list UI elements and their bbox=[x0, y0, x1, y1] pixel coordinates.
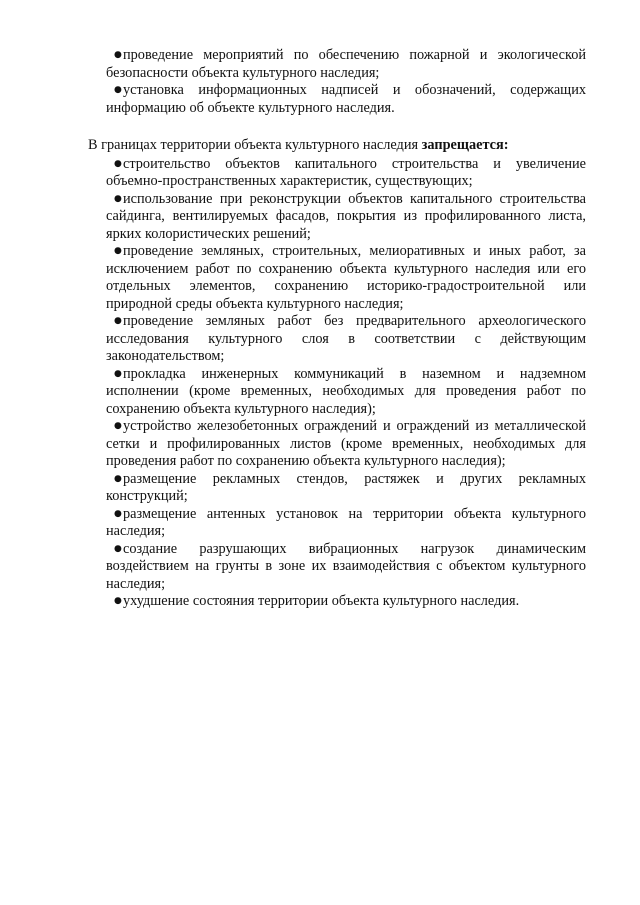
bullet-icon: ● bbox=[114, 543, 122, 554]
list-item-text: создание разрушающих вибрационных нагрузок динамическим воздействием на грунты в зоне их взаимодействия с объектом культурного наследия; bbox=[106, 540, 586, 592]
prohibited-section bbox=[88, 137, 586, 611]
bullet-icon: ● bbox=[114, 421, 122, 431]
list-item-text: установка информационных надписей и обозначений, содержащих информацию об объекте культурного наследия. bbox=[106, 82, 586, 116]
bullet-icon: ● bbox=[114, 246, 122, 256]
list-item bbox=[106, 313, 586, 366]
list-item-text: размещение антенных установок на территории объекта культурного наследия; bbox=[106, 505, 586, 539]
bullet-icon: ● bbox=[114, 85, 122, 95]
list-item bbox=[106, 82, 586, 117]
prohibited-intro bbox=[88, 137, 586, 155]
list-item-text: использование при реконструкции объектов капитального строительства сайдинга, вентилируемых фасадов, покрытия из профилированного листа, ярких колористических решений; bbox=[106, 190, 586, 242]
bullet-icon: ● bbox=[114, 596, 122, 606]
list-item-text: прокладка инженерных коммуникаций в наземном и надземном исполнении (кроме временных, необходимых для проведения работ по сохранению объекта культурного наследия); bbox=[106, 365, 586, 417]
prohibited-intro-bold: запрещается: bbox=[421, 137, 509, 153]
list-item-text: ухудшение состояния территории объекта культурного наследия. bbox=[123, 593, 520, 609]
bullet-icon: ● bbox=[114, 316, 122, 326]
list-item bbox=[106, 47, 586, 82]
list-item-text: строительство объектов капитального строительства и увеличение объемно-пространственных характеристик, существующих; bbox=[106, 155, 586, 189]
list-item bbox=[106, 418, 586, 471]
list-item bbox=[106, 506, 586, 541]
list-item-text: проведение мероприятий по обеспечению пожарной и экологической безопасности объекта культурного наследия; bbox=[106, 47, 586, 81]
list-item-text: проведение земляных, строительных, мелиоративных и иных работ, за исключением работ по сохранению объекта культурного наследия или его отдельных элементов, сохранению историко-градостроительной или природной среды объекта культурного наследия; bbox=[106, 243, 586, 312]
bullet-icon: ● bbox=[114, 158, 122, 169]
prohibited-intro-text: В границах территории объекта культурного наследия bbox=[88, 137, 422, 153]
permitted-works-list bbox=[106, 47, 586, 117]
list-item bbox=[106, 156, 586, 191]
list-item-text: устройство железобетонных ограждений и ограждений из металлической сетки и профилированных листов (кроме временных, необходимых для проведения работ по сохранению объекта культурного наследия); bbox=[106, 418, 586, 469]
list-item bbox=[106, 243, 586, 313]
bullet-icon: ● bbox=[114, 50, 122, 60]
list-item bbox=[106, 366, 586, 419]
bullet-icon: ● bbox=[114, 193, 122, 204]
bullet-icon: ● bbox=[114, 473, 122, 484]
bullet-icon: ● bbox=[114, 508, 122, 519]
list-item bbox=[106, 593, 586, 611]
list-item bbox=[106, 471, 586, 506]
list-item bbox=[106, 541, 586, 594]
list-item bbox=[106, 191, 586, 244]
bullet-icon: ● bbox=[114, 368, 122, 379]
list-item-text: размещение рекламных стендов, растяжек и других рекламных конструкций; bbox=[106, 470, 586, 504]
list-item-text: проведение земляных работ без предварительного археологического исследования культурного слоя в соответствии с действующим законодательством; bbox=[106, 313, 586, 364]
